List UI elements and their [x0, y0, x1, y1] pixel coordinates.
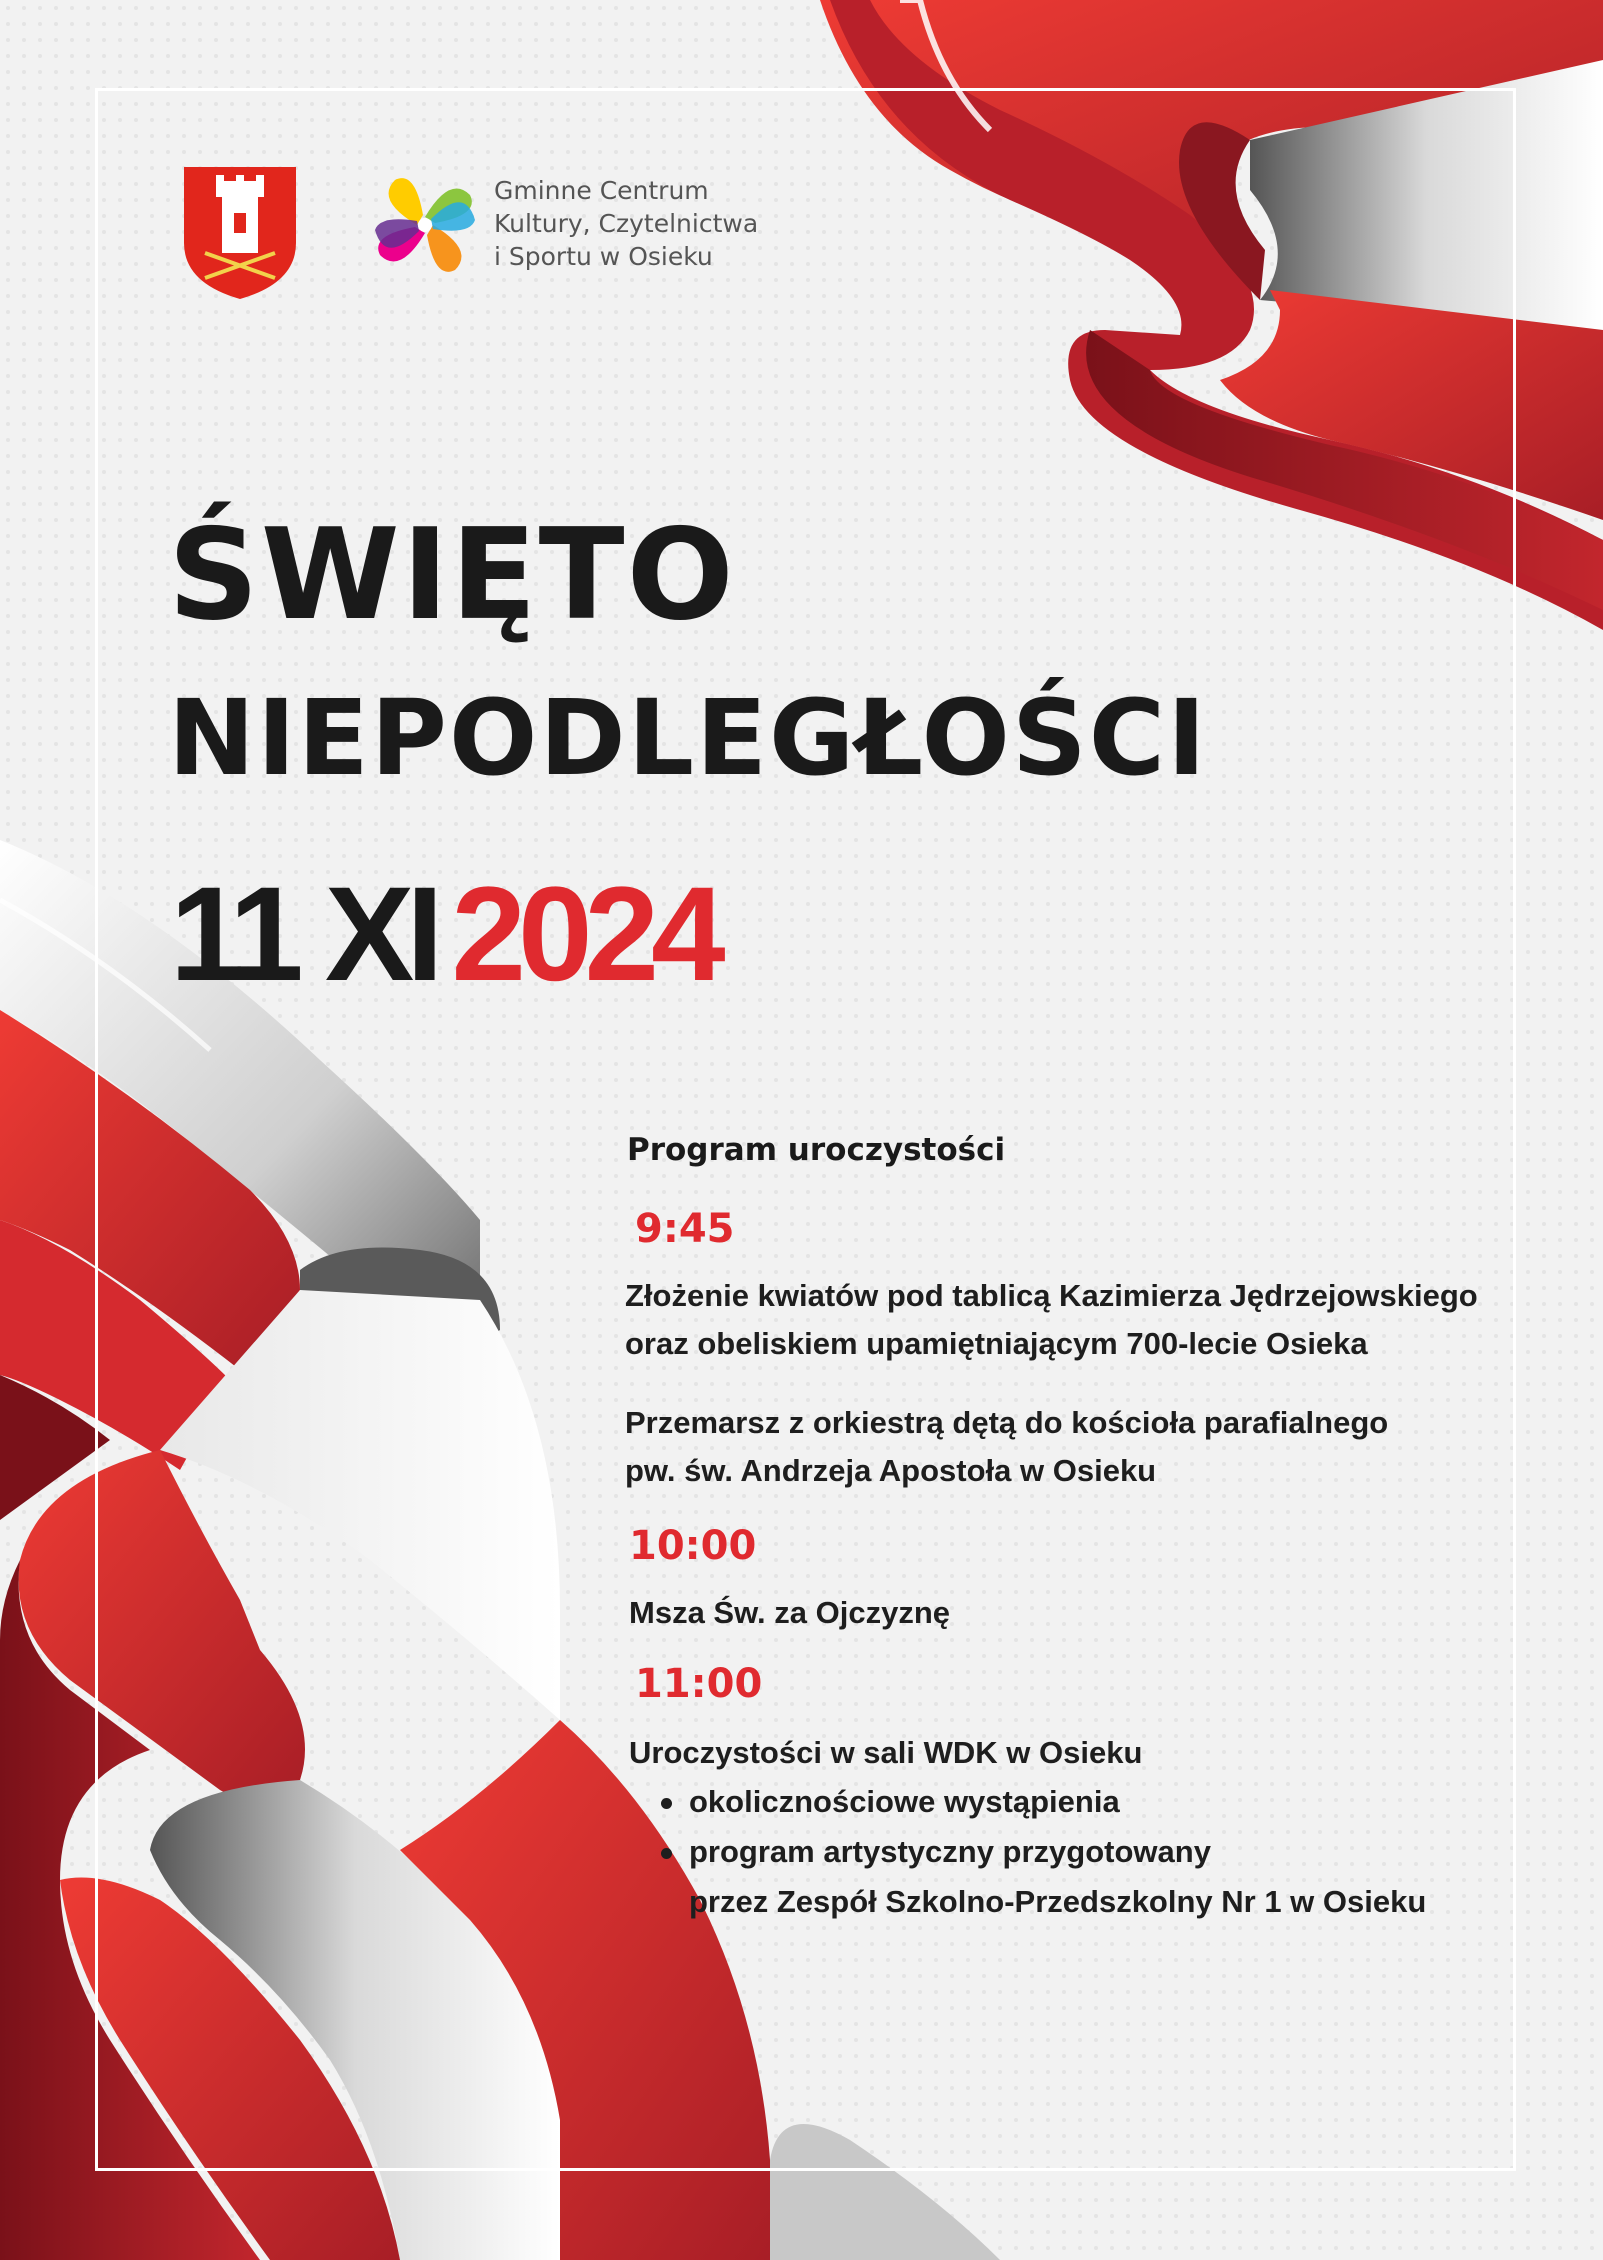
slot-1-paragraph-2	[625, 1399, 1505, 1495]
bullet-item-1	[625, 1777, 1505, 1827]
bullet-item-2	[625, 1827, 1505, 1927]
bullet-item-1-line-1: okolicznościowe wystąpienia	[689, 1784, 1120, 1819]
organization-name-line-3: i Sportu w Osieku	[494, 242, 713, 271]
program-heading: Program uroczystości	[627, 1132, 1006, 1168]
slot-1-paragraph-1-line-2: oraz obeliskiem upamiętniającym 700-lecie Osieka	[625, 1326, 1368, 1361]
bullet-dot-icon	[661, 1798, 672, 1809]
slot-3-bullet-list	[625, 1777, 1505, 1927]
organization-name-line-2: Kultury, Czytelnictwa	[494, 209, 759, 238]
bullet-dot-icon	[661, 1848, 672, 1859]
city-coat-of-arms-icon	[180, 163, 300, 303]
colorful-flower-logo-icon	[370, 170, 480, 280]
organization-name-line-1: Gminne Centrum	[494, 176, 709, 205]
event-date	[170, 860, 718, 1010]
slot-1-paragraph-1	[625, 1272, 1505, 1368]
bullet-item-2-line-1: program artystyczny przygotowany	[689, 1834, 1211, 1869]
slot-1-paragraph-2-line-2: pw. św. Andrzeja Apostoła w Osieku	[625, 1453, 1157, 1488]
slot-1-paragraph-2-line-1: Przemarsz z orkiestrą dętą do kościoła parafialnego	[625, 1405, 1389, 1440]
title-line-2: NIEPODLEGŁOŚCI	[168, 677, 1208, 799]
slot-3-text: Uroczystości w sali WDK w Osieku	[629, 1735, 1143, 1770]
bullet-item-2-line-2: przez Zespół Szkolno-Przedszkolny Nr 1 w Osieku	[689, 1884, 1427, 1919]
program-section	[625, 1130, 1505, 1927]
date-year: 2024	[451, 860, 718, 1009]
time-slot-3: 11:00	[635, 1661, 763, 1707]
slot-1-paragraph-1-line-1: Złożenie kwiatów pod tablicą Kazimierza Jędrzejowskiego	[625, 1278, 1478, 1313]
slot-2-text: Msza Św. za Ojczyznę	[629, 1595, 951, 1630]
time-slot-1: 9:45	[635, 1206, 735, 1252]
date-day-month: 11 XI	[170, 860, 436, 1009]
organization-name	[494, 174, 824, 273]
time-slot-2: 10:00	[629, 1523, 757, 1569]
title-line-1: ŚWIĘTO	[168, 501, 736, 648]
